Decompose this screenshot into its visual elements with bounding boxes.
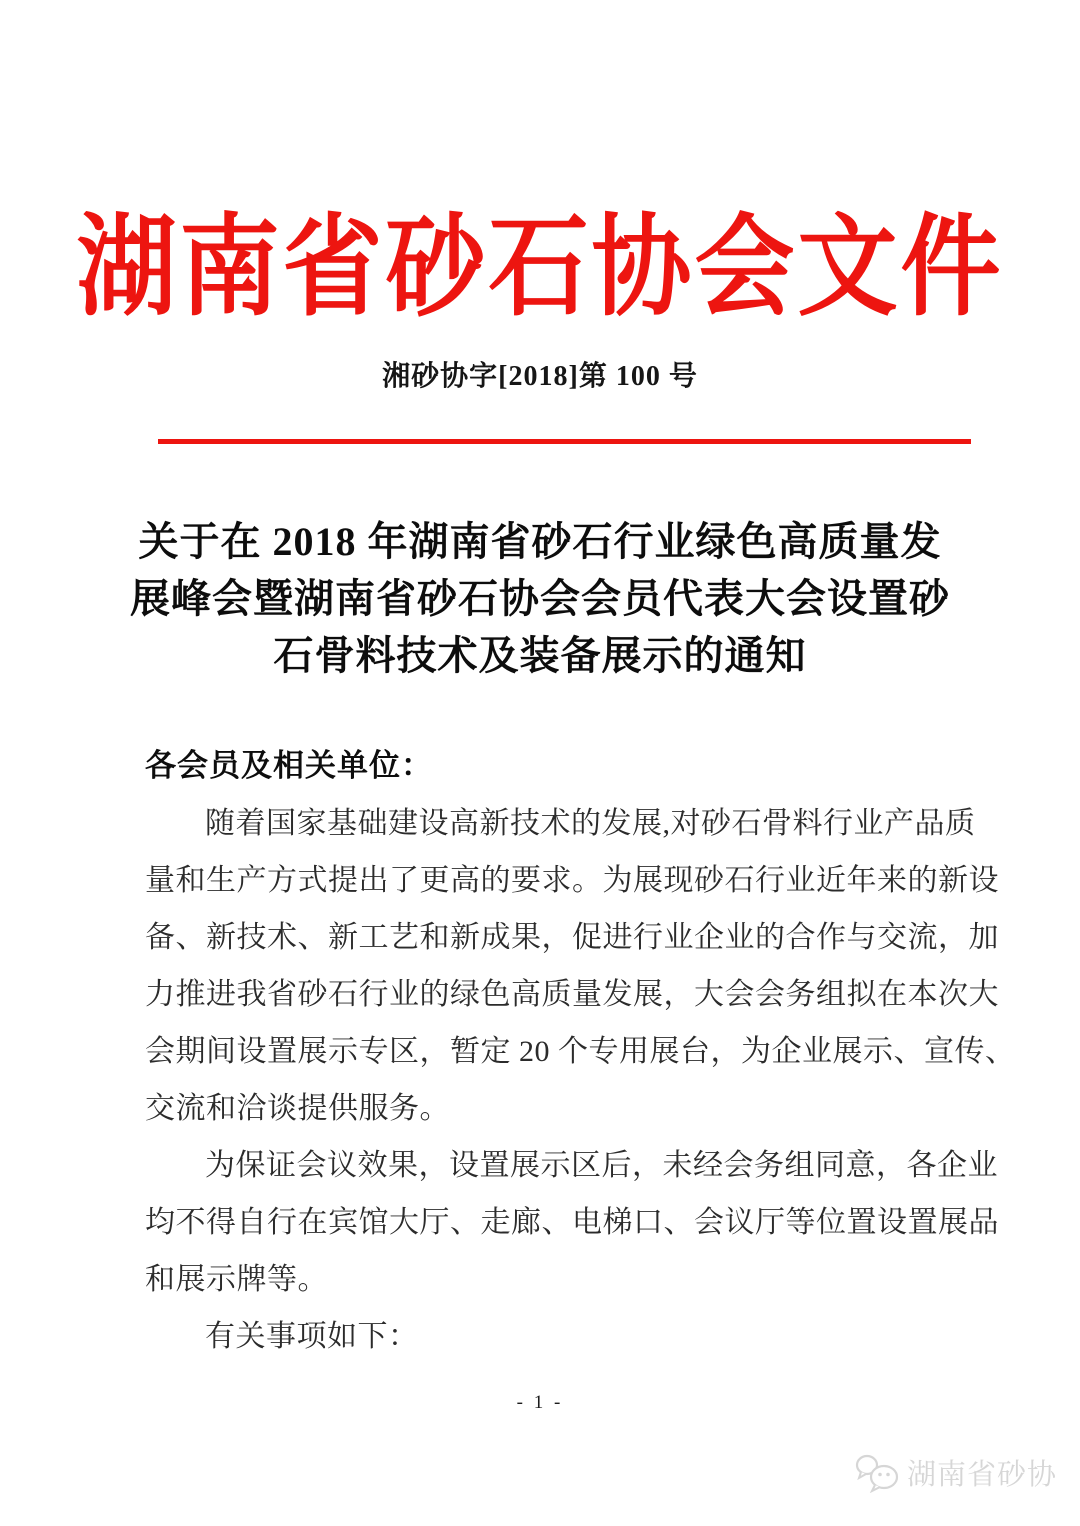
body-line: 均不得自行在宾馆大厅、走廊、电梯口、会议厅等位置设置展品 — [145, 1206, 999, 1239]
body-line: 备、新技术、新工艺和新成果，促进行业企业的合作与交流，加 — [145, 921, 999, 954]
salutation: 各会员及相关单位： — [145, 748, 433, 783]
document-title — [50, 513, 1030, 684]
wechat-icon — [854, 1453, 900, 1493]
body-line: 交流和洽谈提供服务。 — [145, 1092, 450, 1125]
body-line: 为保证会议效果，设置展示区后，未经会务组同意，各企业 — [205, 1149, 998, 1182]
body-line: 随着国家基础建设高新技术的发展,对砂石骨料行业产品质 — [205, 807, 976, 840]
body-line: 力推进我省砂石行业的绿色高质量发展，大会会务组拟在本次大 — [145, 978, 999, 1011]
doc-number: 湘砂协字[2018]第 100 号 — [382, 361, 698, 392]
body-line: 和展示牌等。 — [145, 1263, 328, 1296]
body-line: 量和生产方式提出了更高的要求。为展现砂石行业近年来的新设 — [145, 864, 999, 897]
body-text — [145, 795, 1016, 1365]
document-title-line: 关于在 2018 年湖南省砂石行业绿色高质量发 — [138, 519, 942, 564]
watermark-label: 湖南省砂协 — [907, 1459, 1058, 1491]
page-number: - 1 - — [516, 1392, 564, 1413]
red-divider-line — [158, 439, 971, 444]
document-title-line: 石骨料技术及装备展示的通知 — [273, 633, 807, 678]
body-line: 有关事项如下： — [205, 1320, 419, 1353]
red-header-title: 湖南省砂石协会文件 — [76, 206, 1004, 329]
body-line: 会期间设置展示专区，暂定 20 个专用展台，为企业展示、宣传、 — [145, 1035, 1016, 1068]
watermark — [854, 1452, 1057, 1493]
document-title-line: 展峰会暨湖南省砂石协会会员代表大会设置砂 — [130, 576, 950, 621]
